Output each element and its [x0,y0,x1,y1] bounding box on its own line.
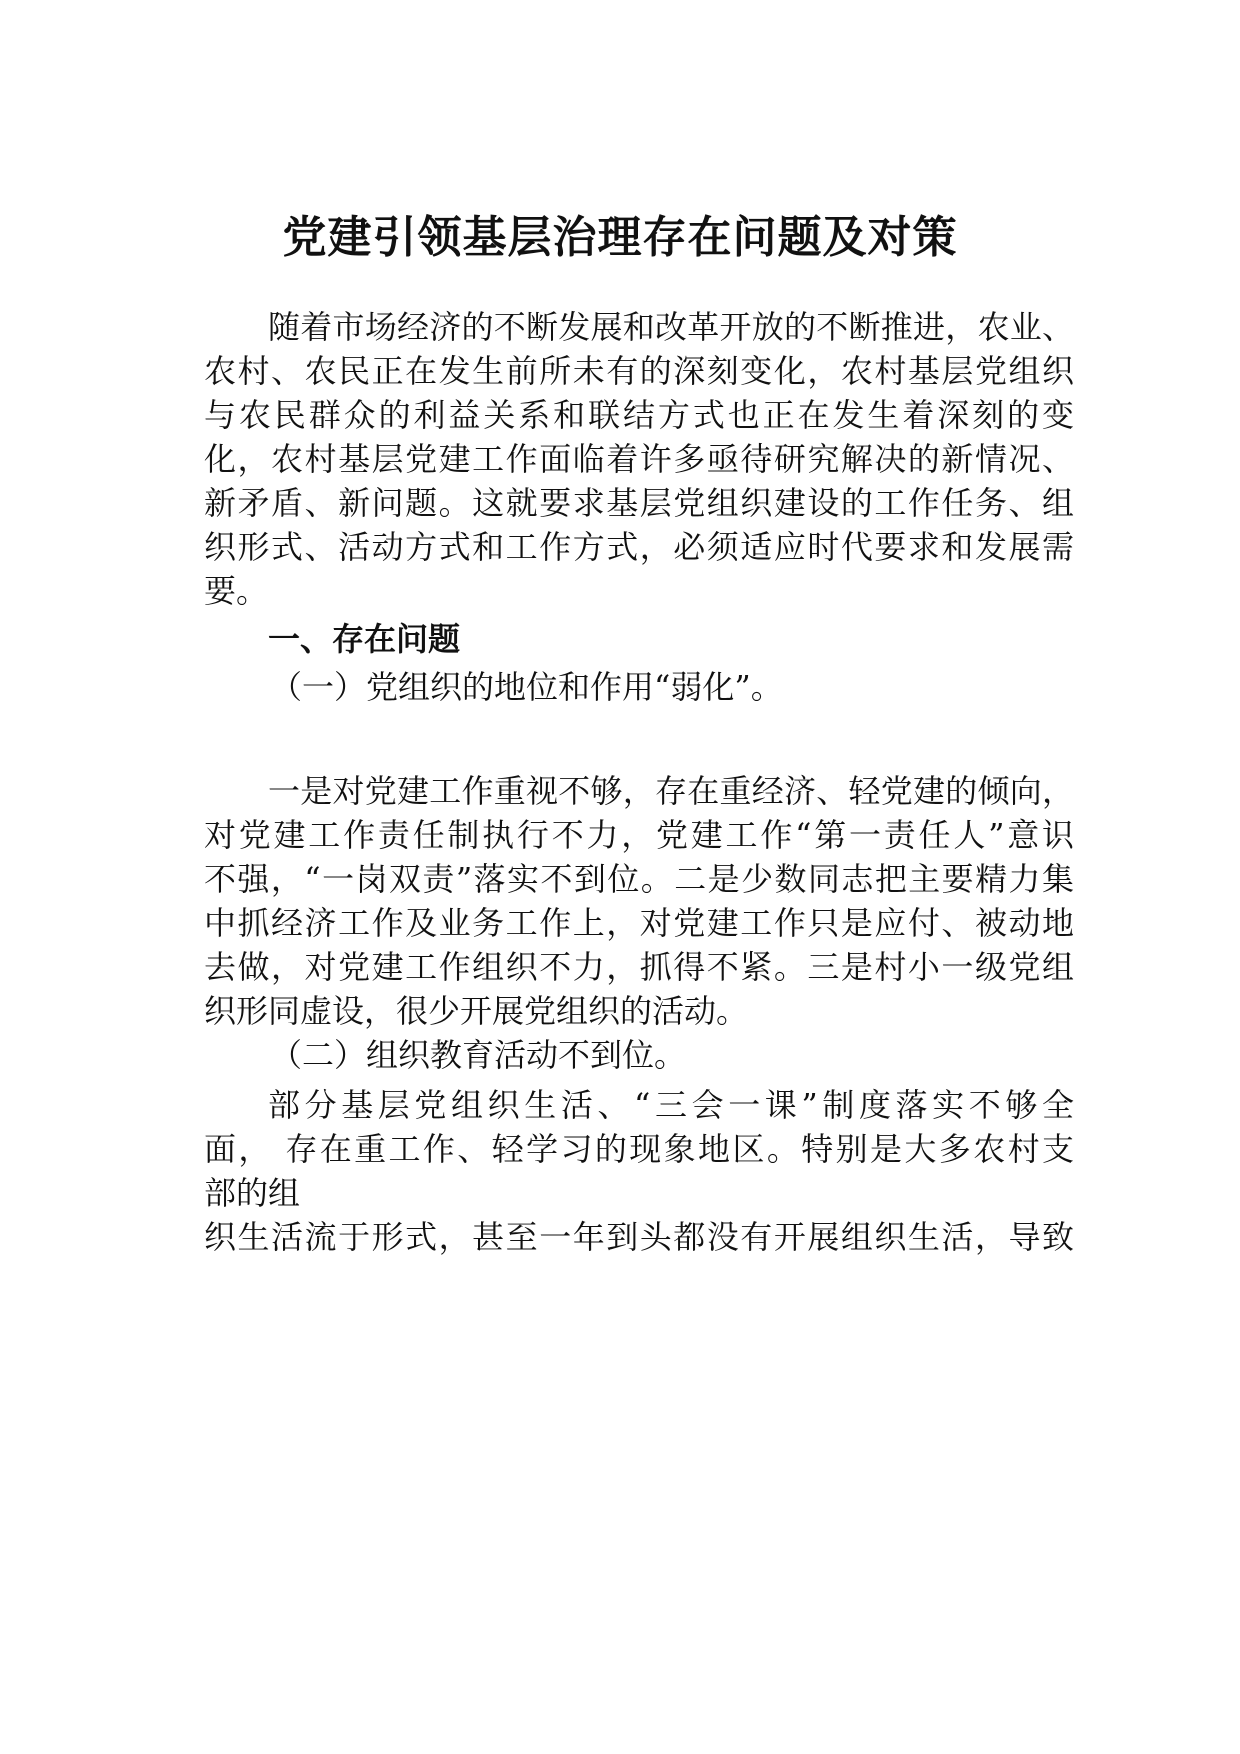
sub2-line-1: 部分基层党组织生活、“三会一课”制度落实不够全 [268,1086,1074,1124]
intro-line-7: 要。 [204,572,269,610]
sub1-line-2: 对党建工作责任制执行不力，党建工作“第一责任人”意识 [204,816,1074,854]
document-title: 党建引领基层治理存在问题及对策 [282,212,958,263]
intro-line-3: 与农民群众的利益关系和联结方式也正在发生着深刻的变 [204,396,1074,434]
section-heading: 一、存在问题 [268,620,461,658]
subsection-heading-2: （二）组织教育活动不到位。 [270,1036,687,1074]
sub1-line-5: 去做，对党建工作组织不力，抓得不紧。三是村小一级党组 [204,948,1074,986]
intro-line-4: 化，农村基层党建工作面临着许多亟待研究解决的新情况、 [204,440,1074,478]
sub1-line-3: 不强，“一岗双责”落实不到位。二是少数同志把主要精力集 [204,860,1074,898]
sub2-line-3: 部的组 [204,1174,301,1212]
intro-line-6: 织形式、活动方式和工作方式，必须适应时代要求和发展需 [204,528,1074,566]
sub1-line-1: 一是对党建工作重视不够，存在重经济、轻党建的倾向， [268,772,1074,810]
sub1-line-4: 中抓经济工作及业务工作上，对党建工作只是应付、被动地 [204,904,1074,942]
intro-line-2: 农村、农民正在发生前所未有的深刻变化，农村基层党组织 [204,352,1074,390]
intro-line-1: 随着市场经济的不断发展和改革开放的不断推进，农业、 [268,308,1074,346]
sub2-line-4: 织生活流于形式，甚至一年到头都没有开展组织生活，导致 [204,1218,1074,1256]
sub2-line-2: 面， 存在重工作、轻学习的现象地区。特别是大多农村支 [204,1130,1074,1168]
subsection-heading-1: （一）党组织的地位和作用“弱化”。 [270,668,783,706]
intro-line-5: 新矛盾、新问题。这就要求基层党组织建设的工作任务、组 [204,484,1074,522]
sub1-line-6: 织形同虚设，很少开展党组织的活动。 [204,992,749,1030]
